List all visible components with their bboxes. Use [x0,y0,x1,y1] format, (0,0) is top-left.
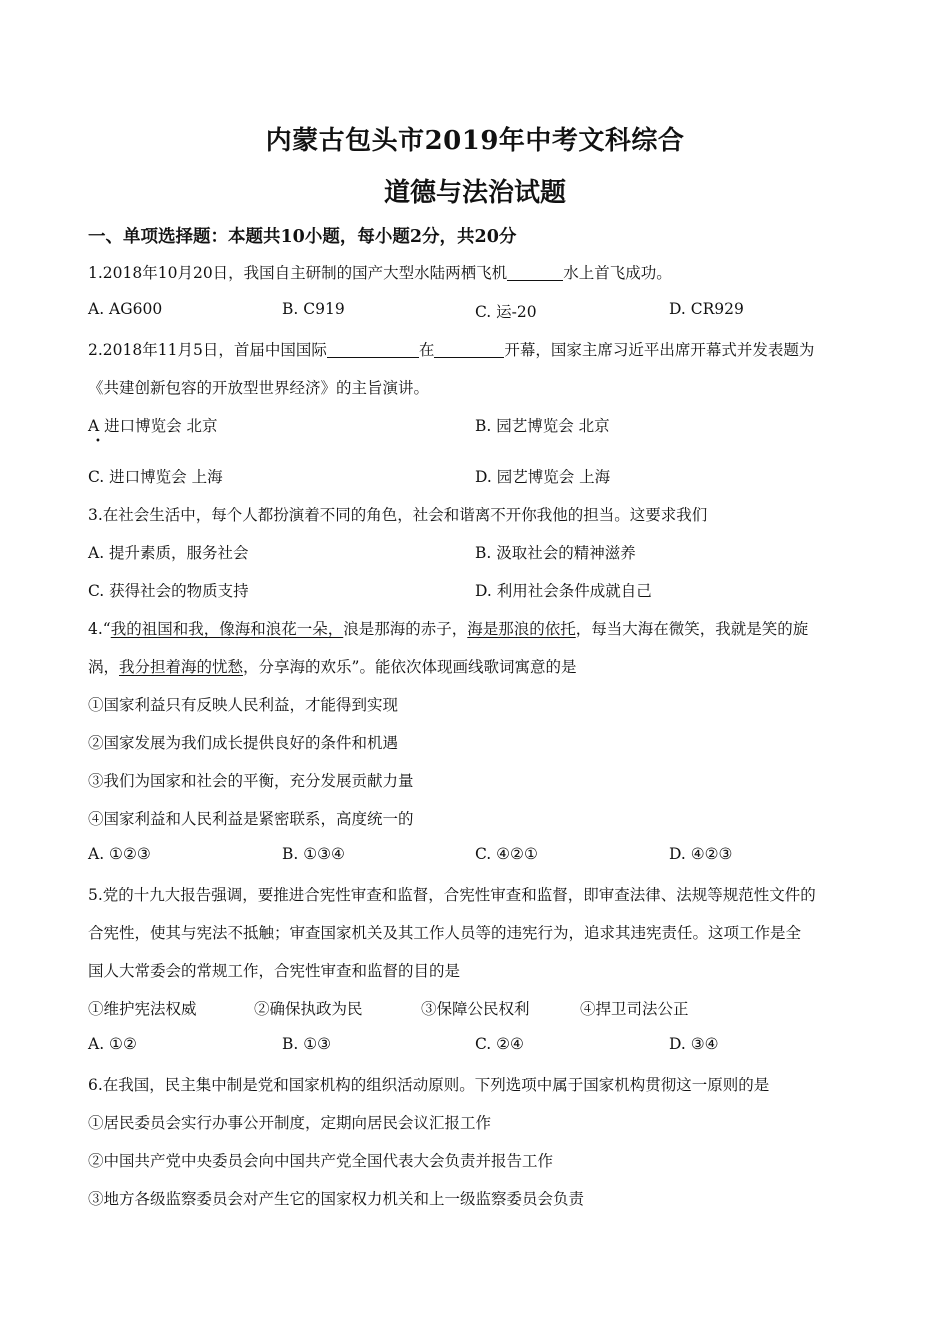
q5-item-3: ③保障公民权利 [421,1000,530,1018]
q2-option-a: A 进口博览会 北京 [88,417,218,435]
answer-blank [507,265,563,282]
q5-option-c: C. ②④ [475,1035,524,1053]
q3-option-a: A. 提升素质，服务社会 [88,544,249,562]
q4-item-1: ①国家利益只有反映人民利益，才能得到实现 [88,696,399,714]
q5-item-2: ②确保执政为民 [254,1000,363,1018]
q4-stem: 4.“我的祖国和我，像海和浪花一朵，浪是那海的赤子，海是那浪的依托，每当大海在微笑，我就是笑的旋 [88,620,809,638]
q3-option-d: D. 利用社会条件成就自己 [475,582,652,600]
q5-stem-line2: 合宪性，使其与宪法不抵触；审查国家机关及其工作人员等的违宪行为，追求其违宪责任。这项工作是全 [88,924,802,942]
q4-item-2: ②国家发展为我们成长提供良好的条件和机遇 [88,734,399,752]
underlined-lyric: 海是那浪的依托 [467,620,576,638]
answer-blank [434,342,504,359]
q6-item-3: ③地方各级监察委员会对产生它的国家权力机关和上一级监察委员会负责 [88,1190,585,1208]
answer-blank [327,342,419,359]
q1-option-d: D. CR929 [669,300,744,318]
q6-item-2: ②中国共产党中央委员会向中国共产党全国代表大会负责并报告工作 [88,1152,554,1170]
q3-stem: 3.在社会生活中，每个人都扮演着不同的角色，社会和谐离不开你我他的担当。这要求我们 [88,506,708,524]
q6-item-1: ①居民委员会实行办事公开制度，定期向居民会议汇报工作 [88,1114,492,1132]
q4-option-c: C. ④②① [475,845,538,863]
q3-option-c: C. 获得社会的物质支持 [88,582,249,600]
q1-stem: 1.2018年10月20日，我国自主研制的国产大型水陆两栖飞机 水上首飞成功。 [88,264,672,282]
q5-stem-line1: 5.党的十九大报告强调，要推进合宪性审查和监督，合宪性审查和监督，即审查法律、法规等规范性文件的 [88,886,816,904]
q5-option-d: D. ③④ [669,1035,719,1053]
q5-item-1: ①维护宪法权威 [88,1000,197,1018]
q4-option-b: B. ①③④ [282,845,345,863]
page-subtitle: 道德与法治试题 [383,178,566,208]
q2-option-c: C. 进口博览会 上海 [88,468,223,486]
q6-stem: 6.在我国，民主集中制是党和国家机构的组织活动原则。下列选项中属于国家机构贯彻这一原则的是 [88,1076,770,1094]
q3-option-b: B. 汲取社会的精神滋养 [475,544,636,562]
q1-option-a: A. AG600 [88,300,163,318]
q4-item-4: ④国家利益和人民利益是紧密联系，高度统一的 [88,810,414,828]
dot-mark: • [95,436,101,447]
q5-option-b: B. ①③ [282,1035,332,1053]
underlined-lyric: 我分担着海的忧愁 [119,658,244,676]
q4-option-d: D. ④②③ [669,845,733,863]
q4-item-3: ③我们为国家和社会的平衡，充分发展贡献力量 [88,772,414,790]
q5-item-4: ④捍卫司法公正 [580,1000,689,1018]
q2-option-b: B. 园艺博览会 北京 [475,417,610,435]
q1-option-b: B. C919 [282,300,345,318]
q5-option-a: A. ①② [88,1035,137,1053]
section-heading: 一、单项选择题：本题共10小题，每小题2分，共20分 [88,227,517,247]
q4-stem-line2: 涡，我分担着海的忧愁，分享海的欢乐”。能依次体现画线歌词寓意的是 [88,658,577,676]
q2-stem-line2: 《共建创新包容的开放型世界经济》的主旨演讲。 [88,379,430,397]
q5-stem-line3: 国人大常委会的常规工作，合宪性审查和监督的目的是 [88,962,461,980]
page-title: 内蒙古包头市2019年中考文科综合 [265,126,685,156]
q4-option-a: A. ①②③ [88,845,151,863]
q1-option-c: C. 运-20 [475,303,537,321]
underlined-lyric: 我的祖国和我，像海和浪花一朵， [110,620,344,638]
q2-stem: 2.2018年11月5日，首届中国国际 在 开幕，国家主席习近平出席开幕式并发表题为 [88,341,815,359]
q2-option-d: D. 园艺博览会 上海 [475,468,611,486]
